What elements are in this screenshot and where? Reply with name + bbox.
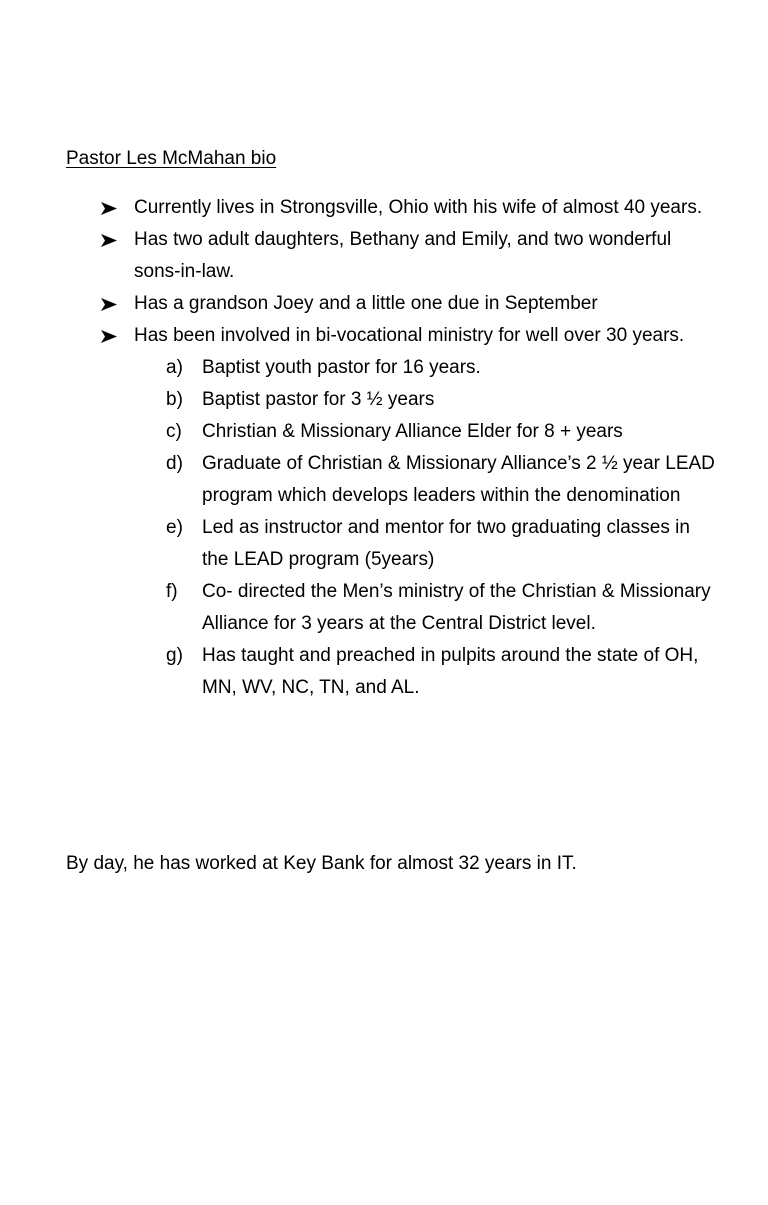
sublist-item xyxy=(0,512,720,576)
bio-bullet-list xyxy=(0,192,768,704)
bullet-text: Currently lives in Strongsville, Ohio with his wife of almost 40 years. xyxy=(134,197,703,218)
sublist-marker: a) xyxy=(166,357,183,378)
sublist-text: Has taught and preached in pulpits around the state of OH, MN, WV, NC, TN, and AL. xyxy=(202,645,699,698)
sublist-marker: e) xyxy=(166,517,183,538)
sublist-item xyxy=(0,352,720,384)
sublist-text: Baptist pastor for 3 ½ years xyxy=(202,389,435,410)
ministry-sublist xyxy=(134,352,720,704)
sublist-item xyxy=(0,416,720,448)
bullet-item xyxy=(0,320,768,704)
arrow-bullet-icon xyxy=(100,192,120,224)
sublist-text: Graduate of Christian & Missionary Alliance’s 2 ½ year LEAD program which develops leaders within the denomination xyxy=(202,453,715,506)
sublist-text: Co- directed the Men’s ministry of the Christian & Missionary Alliance for 3 years at the Central District level. xyxy=(202,581,711,634)
sublist-item xyxy=(0,384,720,416)
closing-paragraph: By day, he has worked at Key Bank for almost 32 years in IT. xyxy=(66,853,577,874)
sublist-marker: f) xyxy=(166,581,178,602)
sublist-marker: c) xyxy=(166,421,182,442)
bullet-item xyxy=(0,192,768,224)
sublist-text: Christian & Missionary Alliance Elder for 8 + years xyxy=(202,421,623,442)
sublist-marker: g) xyxy=(166,645,183,666)
bullet-item xyxy=(0,288,768,320)
sublist-marker: b) xyxy=(166,389,183,410)
bullet-text: Has two adult daughters, Bethany and Emily, and two wonderful sons-in-law. xyxy=(134,229,672,282)
sublist-text: Baptist youth pastor for 16 years. xyxy=(202,357,481,378)
sublist-marker: d) xyxy=(166,453,183,474)
sublist-text: Led as instructor and mentor for two graduating classes in the LEAD program (5years) xyxy=(202,517,690,570)
arrow-bullet-icon xyxy=(100,288,120,320)
arrow-bullet-icon xyxy=(100,224,120,256)
sublist-item xyxy=(0,448,720,512)
bullet-text: Has a grandson Joey and a little one due in September xyxy=(134,293,598,314)
arrow-bullet-icon xyxy=(100,320,120,352)
sublist-item xyxy=(0,576,720,640)
bullet-text: Has been involved in bi-vocational ministry for well over 30 years. xyxy=(134,325,685,346)
bullet-item xyxy=(0,224,768,288)
document-title: Pastor Les McMahan bio xyxy=(66,148,277,169)
sublist-item xyxy=(0,640,720,704)
